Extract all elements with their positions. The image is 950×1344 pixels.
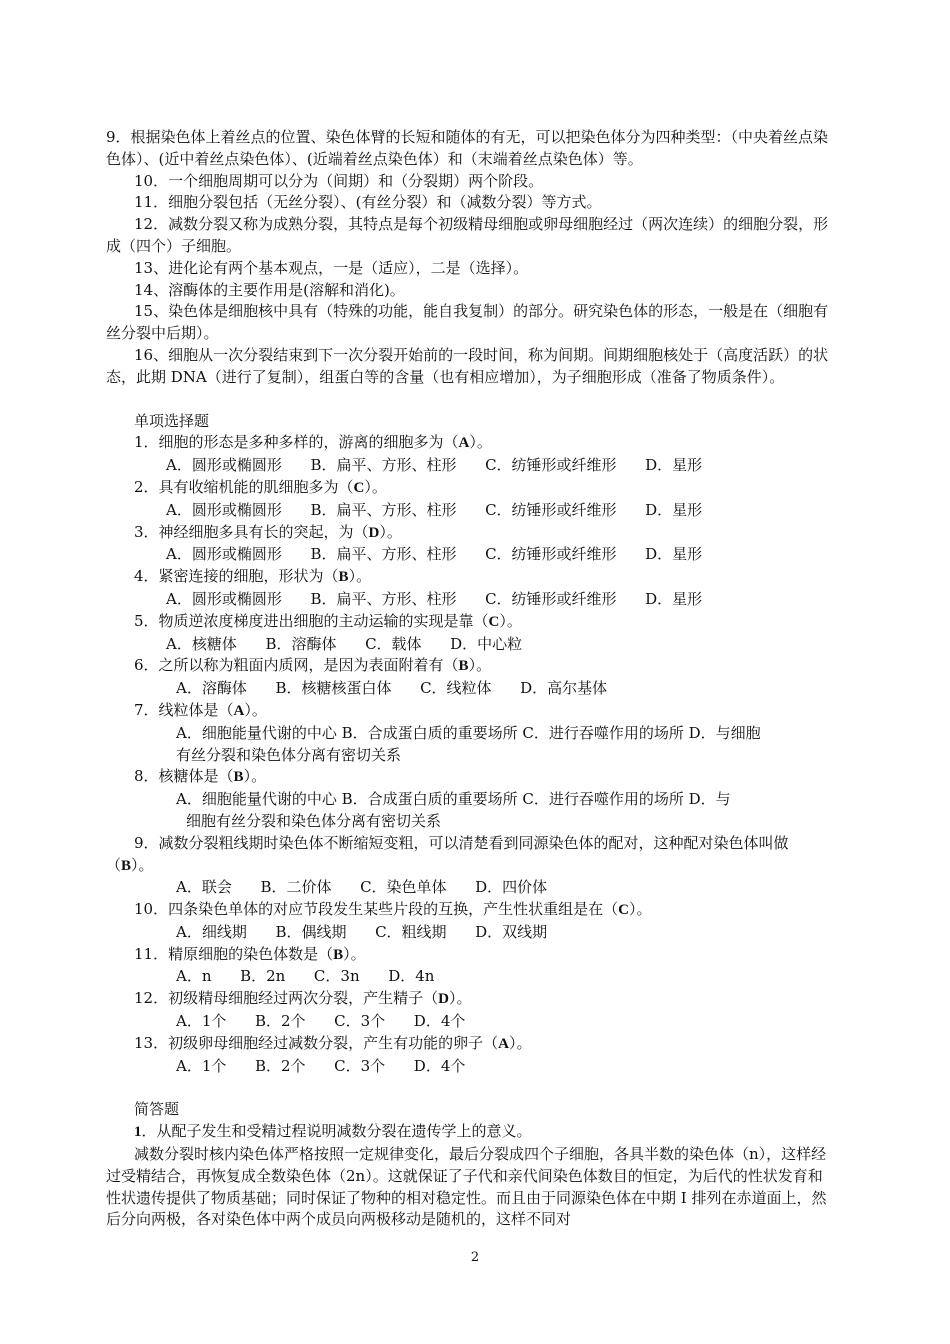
answer-letter: C — [618, 902, 629, 919]
fill-item-12: 12．减数分裂又称为成熟分裂，其特点是每个初级精母细胞或卵母细胞经过（两次连续）的细胞分裂，形成（四个）子细胞。 — [106, 215, 829, 255]
question-text: ．从配子发生和受精过程说明减数分裂在遗传学上的意义。 — [141, 1122, 532, 1141]
question-number: 1 — [134, 1124, 142, 1141]
question-text: 13．初级卵母细胞经过减数分裂，产生有功能的卵子（ — [134, 1033, 499, 1052]
question-text: 4．紧密连接的细胞，形状为（ — [134, 567, 339, 586]
question-5 — [106, 611, 830, 634]
question-tail: ）。 — [364, 477, 387, 496]
question-text: 2．具有收缩机能的肌细胞多为（ — [134, 477, 354, 496]
question-4-options: A．圆形或椭圆形 B．扁平、方形、柱形 C．纺锤形或纤维形 D．星形 — [166, 589, 703, 608]
answer-letter: C — [488, 613, 500, 630]
question-tail: ）。 — [348, 567, 372, 586]
section-heading-single-choice: 单项选择题 — [134, 411, 210, 430]
question-13-options: A．1个 B．2个 C．3个 D．4个 — [176, 1056, 466, 1075]
question-tail: ）。 — [244, 700, 267, 719]
question-11-options: A．n B．2n C．3n D．4n — [176, 967, 435, 986]
question-8-options-continued: 细胞有丝分裂和染色体分离有密切关系 — [186, 811, 442, 830]
question-12-options: A．1个 B．2个 C．3个 D．4个 — [176, 1012, 466, 1031]
spacer — [106, 1077, 830, 1099]
question-text: 3．神经细胞多具有长的突起，为（ — [134, 522, 369, 541]
question-2 — [106, 477, 830, 500]
question-6-options: A．溶酶体 B．核糖核蛋白体 C．线粒体 D．高尔基体 — [176, 679, 608, 698]
question-tail: ）。 — [131, 855, 154, 874]
spacer — [106, 389, 830, 411]
question-text: 10．四条染色单体的对应节段发生某些片段的互换，产生性状重组是在（ — [134, 900, 619, 919]
question-tail: ）。 — [243, 767, 267, 786]
question-6 — [106, 655, 830, 678]
question-1 — [106, 432, 830, 455]
question-tail: ）。 — [343, 944, 366, 963]
answer-letter: A — [458, 435, 470, 452]
question-7-options: A．细胞能量代谢的中心 B．合成蛋白质的重要场所 C．进行吞噬作用的场所 D．与细胞 — [176, 723, 761, 742]
question-8 — [106, 766, 830, 789]
question-8-options: A．细胞能量代谢的中心 B．合成蛋白质的重要场所 C．进行吞噬作用的场所 D．与 — [176, 790, 731, 809]
question-1-options: A．圆形或椭圆形 B．扁平、方形、柱形 C．纺锤形或纤维形 D．星形 — [166, 456, 703, 475]
fill-item-11: 11．细胞分裂包括（无丝分裂）、(有丝分裂）和（减数分裂）等方式。 — [134, 193, 602, 212]
question-tail: ）。 — [469, 433, 492, 452]
question-tail: ）。 — [448, 989, 472, 1008]
fill-item-9: 9．根据染色体上着丝点的位置、染色体臂的长短和随体的有无，可以把染色体分为四种类型：（中央着丝点染色体）、(近中着丝点染色体）、(近端着丝点染色体）和（末端着丝点染色体）等。 — [106, 128, 829, 168]
question-tail: ）。 — [379, 522, 402, 541]
answer-letter: B — [458, 658, 469, 675]
question-11 — [106, 944, 830, 967]
answer-letter: A — [233, 702, 245, 719]
question-9-options: A．联会 B．二价体 C．染色单体 D．四价体 — [176, 878, 548, 897]
question-3-options: A．圆形或椭圆形 B．扁平、方形、柱形 C．纺锤形或纤维形 D．星形 — [166, 545, 703, 564]
fill-item-13: 13、进化论有两个基本观点，一是（适应），二是（选择）。 — [134, 258, 529, 277]
fill-item-10: 10．一个细胞周期可以分为（间期）和（分裂期）两个阶段。 — [134, 171, 544, 190]
question-text: 1．细胞的形态是多种多样的，游离的细胞多为（ — [134, 433, 459, 452]
question-4 — [106, 566, 830, 589]
question-text: 8．核糖体是（ — [134, 767, 234, 786]
question-text: 6．之所以称为粗面内质网，是因为表面附着有（ — [134, 656, 459, 675]
answer-letter: D — [368, 524, 380, 541]
answer-letter: B — [121, 857, 132, 874]
question-tail: ）。 — [468, 656, 492, 675]
question-text: 11．精原细胞的染色体数是（ — [134, 944, 334, 963]
answer-letter: B — [338, 569, 349, 586]
answer-letter: B — [233, 769, 244, 786]
question-text: 9．减数分裂粗线期时染色体不断缩短变粗，可以清楚看到同源染色体的配对，这种配对染色体叫做（ — [106, 833, 789, 874]
short-answer-question-1 — [106, 1121, 830, 1144]
question-2-options: A．圆形或椭圆形 B．扁平、方形、柱形 C．纺锤形或纤维形 D．星形 — [166, 500, 703, 519]
question-text: 12．初级精母细胞经过两次分裂，产生精子（ — [134, 989, 439, 1008]
question-text: 5．物质逆浓度梯度进出细胞的主动运输的实现是靠（ — [134, 611, 489, 630]
question-7 — [106, 700, 830, 723]
page-number: 2 — [470, 1250, 480, 1265]
fill-item-15: 15、染色体是细胞核中具有（特殊的功能，能自我复制）的部分。研究染色体的形态，一般是在（细胞有丝分裂中后期）。 — [106, 302, 829, 343]
question-3 — [106, 522, 830, 545]
question-12 — [106, 988, 830, 1011]
page-content — [106, 127, 830, 1231]
question-text: 7．线粒体是（ — [134, 700, 234, 719]
answer-letter: C — [353, 479, 365, 496]
question-10 — [106, 899, 830, 922]
question-tail: ）。 — [499, 611, 522, 630]
short-answer-text: 减数分裂时核内染色体严格按照一定规律变化，最后分裂成四个子细胞，各具半数的染色体（n），这样经过受精结合，再恢复成全数染色体（2n）。这就保证了子代和亲代间染色体数目的恒定，为后代的性状发育和性状遗传提供了物质基础；同时保证了物种的相对稳定性。而且由于同源染色体在中期 I 排列在赤道面上，然后分向两极，各对染色体中两个成员向两极移动是随机的，这样不同对 — [106, 1145, 827, 1229]
section-heading-short-answer: 简答题 — [134, 1100, 180, 1119]
question-tail: ）。 — [628, 900, 652, 919]
question-9 — [106, 833, 830, 878]
question-10-options: A．细线期 B．偶线期 C．粗线期 D．双线期 — [176, 922, 548, 941]
answer-letter: B — [333, 946, 344, 963]
answer-letter: D — [438, 991, 449, 1008]
question-7-options-continued: 有丝分裂和染色体分离有密切关系 — [176, 745, 402, 764]
question-13 — [106, 1033, 830, 1056]
question-5-options: A．核糖体 B．溶酶体 C．载体 D．中心粒 — [166, 634, 523, 653]
fill-item-14: 14、溶酶体的主要作用是(溶解和消化)。 — [134, 280, 405, 299]
question-tail: ）。 — [508, 1033, 532, 1052]
fill-item-16: 16、细胞从一次分裂结束到下一次分裂开始前的一段时间，称为间期。间期细胞核处于（高度活跃）的状态，此期 DNA（进行了复制），组蛋白等的含量（也有相应增加），为子细胞形成（准备了物质条件）。 — [106, 345, 829, 386]
answer-letter: A — [498, 1035, 509, 1052]
